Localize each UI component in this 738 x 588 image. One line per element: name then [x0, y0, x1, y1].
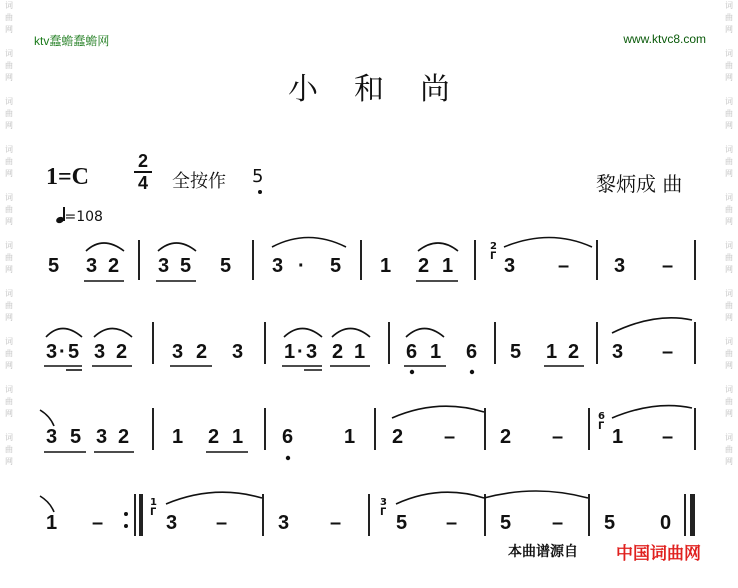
- note: 1: [430, 341, 442, 363]
- grace-note: 2 ᒥ: [490, 241, 497, 262]
- slur: [94, 329, 132, 338]
- dot: ·: [297, 341, 304, 363]
- note: 5: [396, 512, 408, 534]
- key-signature: 1=C: [46, 164, 90, 190]
- dash: –: [662, 255, 674, 277]
- dash: –: [552, 512, 564, 534]
- slur: [86, 243, 124, 251]
- dash: –: [558, 255, 570, 277]
- note: 3: [96, 426, 108, 448]
- note: 5: [70, 426, 82, 448]
- note: 1: [232, 426, 244, 448]
- dash: –: [216, 512, 228, 534]
- dash: –: [92, 512, 104, 534]
- note: 6: [282, 426, 294, 448]
- note: 5: [180, 255, 192, 277]
- note: 5: [220, 255, 232, 277]
- note: 2: [332, 341, 344, 363]
- note: 1: [46, 512, 58, 534]
- note: 2: [116, 341, 128, 363]
- watermark-right: 词 曲 网 词 曲 网 词 曲 网 词 曲 网 词 曲 网 词 曲 网 词 曲 网 词 曲 网 词 曲 网 词 曲 网: [725, 1, 733, 466]
- slur: [612, 318, 692, 333]
- fingering-note: 5: [252, 166, 264, 187]
- note: 3: [612, 341, 624, 363]
- slur: [40, 496, 54, 512]
- fingering-label: 全按作: [172, 171, 226, 192]
- dash: –: [444, 426, 456, 448]
- slur: [392, 406, 484, 418]
- note: 1: [380, 255, 392, 277]
- note: 3: [94, 341, 106, 363]
- note: 3: [232, 341, 244, 363]
- meter-bottom: 4: [137, 173, 148, 193]
- octave-dot: [286, 456, 290, 460]
- header-site-right[interactable]: www.ktvc8.com: [623, 32, 706, 46]
- note: 3: [86, 255, 98, 277]
- slur: [158, 243, 196, 251]
- grace-note: 6 ᒥ: [598, 411, 605, 432]
- note: 6: [466, 341, 478, 363]
- note: 2: [500, 426, 512, 448]
- dash: –: [330, 512, 342, 534]
- slur: [166, 492, 262, 504]
- note: 6: [406, 341, 418, 363]
- slur: [504, 238, 592, 248]
- slur: [484, 491, 588, 498]
- note: 3: [158, 255, 170, 277]
- meter-top: 2: [137, 151, 148, 171]
- note: 5: [500, 512, 512, 534]
- note: 5: [604, 512, 616, 534]
- dash: –: [552, 426, 564, 448]
- note: 1: [612, 426, 624, 448]
- note: 2: [568, 341, 580, 363]
- dash: –: [662, 341, 674, 363]
- slur: [418, 243, 458, 251]
- footer-source-label: 本曲谱源自: [508, 544, 578, 560]
- note: 3: [166, 512, 178, 534]
- dash: –: [446, 512, 458, 534]
- note: 2: [118, 426, 130, 448]
- dash: –: [662, 426, 674, 448]
- slur: [46, 329, 82, 338]
- note: 1: [546, 341, 558, 363]
- note: 5: [510, 341, 522, 363]
- note: 3: [46, 341, 58, 363]
- slur: [272, 238, 346, 248]
- note: 5: [68, 341, 80, 363]
- note: 1: [284, 341, 296, 363]
- note: 3: [46, 426, 58, 448]
- composer: 黎炳成 曲: [596, 172, 683, 196]
- note: 2: [208, 426, 220, 448]
- note: 2: [196, 341, 208, 363]
- slur: [612, 406, 692, 418]
- note: 3: [504, 255, 516, 277]
- note: 2: [392, 426, 404, 448]
- note: 5: [330, 255, 342, 277]
- note: 2: [418, 255, 430, 277]
- slur: [406, 329, 444, 338]
- note: 2: [108, 255, 120, 277]
- grace-note: 1 ᒥ: [150, 497, 157, 518]
- dot: ·: [298, 255, 305, 277]
- note: 1: [354, 341, 366, 363]
- note: 3: [172, 341, 184, 363]
- note: 1: [172, 426, 184, 448]
- slur: [332, 329, 370, 338]
- watermark-left: 词 曲 网 词 曲 网 词 曲 网 词 曲 网 词 曲 网 词 曲 网 词 曲 网 词 曲 网 词 曲 网 词 曲 网: [5, 1, 13, 466]
- octave-dot: [410, 370, 414, 374]
- slur: [40, 410, 54, 426]
- note: 3: [614, 255, 626, 277]
- tempo-value: =108: [64, 209, 103, 225]
- note: 3: [306, 341, 318, 363]
- note: 1: [442, 255, 454, 277]
- dot: ·: [59, 341, 66, 363]
- note: 3: [278, 512, 290, 534]
- note: 0: [660, 512, 672, 534]
- header-site-left[interactable]: ktv蠢蟾蠢蟾网: [34, 34, 110, 48]
- grace-note: 3 ᒥ: [380, 497, 387, 518]
- slur: [396, 492, 484, 504]
- footer-site-link[interactable]: 中国词曲网: [616, 544, 701, 564]
- note: 3: [272, 255, 284, 277]
- note: 1: [344, 426, 356, 448]
- octave-dot: [470, 370, 474, 374]
- song-title: 小和尚: [288, 72, 486, 107]
- note: 5: [48, 255, 60, 277]
- slur: [284, 329, 322, 338]
